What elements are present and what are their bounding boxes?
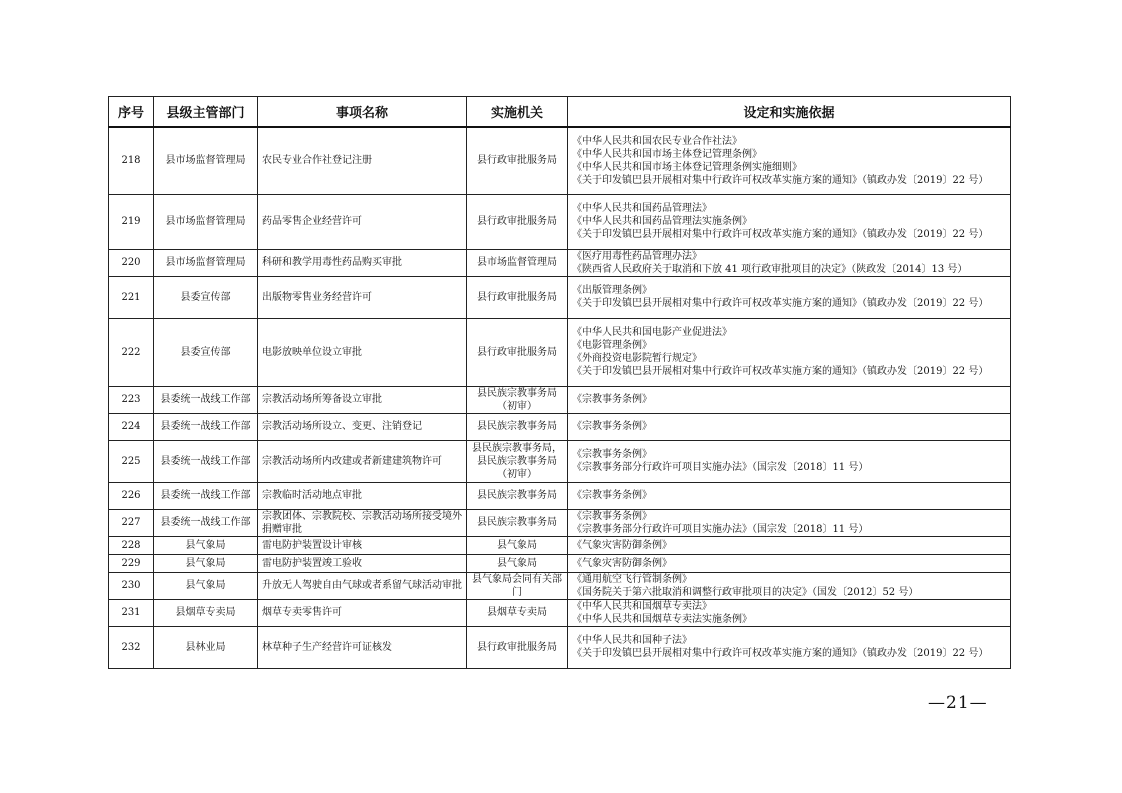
header-item-name: 事项名称 — [258, 97, 467, 128]
row-item-name: 药品零售企业经营许可 — [258, 194, 467, 249]
table-header — [109, 97, 1011, 128]
row-implementing-agency: 县烟草专卖局 — [467, 599, 568, 626]
row-legal-basis — [568, 386, 1011, 413]
row-item-name: 宗教团体、宗教院校、宗教活动场所接受境外捐赠审批 — [258, 509, 467, 536]
basis-line: 《中华人民共和国市场主体登记管理条例实施细则》 — [572, 161, 802, 173]
row-department: 县林业局 — [154, 626, 258, 668]
basis-line: 《中华人民共和国药品管理法》 — [572, 203, 712, 214]
row-implementing-agency: 县民族宗教事务局，县民族宗教事务局（初审） — [467, 440, 568, 482]
row-serial-number: 224 — [109, 413, 154, 440]
row-serial-number: 228 — [109, 536, 154, 554]
row-item-name: 宗教临时活动地点审批 — [258, 482, 467, 509]
row-serial-number: 218 — [109, 127, 154, 194]
table-row — [109, 509, 1011, 536]
row-serial-number: 222 — [109, 318, 154, 386]
row-implementing-agency: 县市场监督管理局 — [467, 249, 568, 276]
row-legal-basis — [568, 482, 1011, 509]
row-department: 县市场监督管理局 — [154, 249, 258, 276]
row-implementing-agency: 县民族宗教事务局 — [467, 413, 568, 440]
table-row — [109, 413, 1011, 440]
row-implementing-agency: 县气象局会同有关部门 — [467, 572, 568, 599]
basis-line: 《中华人民共和国种子法》 — [572, 635, 692, 646]
basis-line: 《宗教事务部分行政许可项目实施办法》（国宗发〔2018〕11 号） — [572, 462, 869, 473]
row-item-name: 宗教活动场所筹备设立审批 — [258, 386, 467, 413]
row-implementing-agency: 县民族宗教事务局 — [467, 509, 568, 536]
table-row — [109, 482, 1011, 509]
header-row — [109, 97, 1011, 128]
basis-line: 《关于印发镇巴县开展相对集中行政许可权改革实施方案的通知》（镇政办发〔2019〕22 号） — [572, 174, 989, 186]
row-legal-basis — [568, 572, 1011, 599]
basis-line: 《宗教事务部分行政许可项目实施办法》（国宗发〔2018〕11 号） — [572, 523, 869, 535]
basis-line: 《出版管理条例》 — [572, 285, 652, 296]
row-item-name: 雷电防护装置竣工验收 — [258, 554, 467, 572]
table-row — [109, 536, 1011, 554]
basis-line: 《中华人民共和国烟草专卖法实施条例》 — [572, 613, 752, 625]
row-implementing-agency: 县气象局 — [467, 554, 568, 572]
table-row — [109, 626, 1011, 668]
row-legal-basis — [568, 194, 1011, 249]
basis-line: 《医疗用毒性药品管理办法》 — [572, 250, 702, 262]
row-department: 县气象局 — [154, 572, 258, 599]
row-serial-number: 220 — [109, 249, 154, 276]
basis-line: 《关于印发镇巴县开展相对集中行政许可权改革实施方案的通知》（镇政办发〔2019〕22 号） — [572, 366, 989, 377]
row-department: 县市场监督管理局 — [154, 127, 258, 194]
table-row — [109, 194, 1011, 249]
row-department: 县委统一战线工作部 — [154, 386, 258, 413]
row-legal-basis — [568, 554, 1011, 572]
basis-line: 《宗教事务条例》 — [572, 394, 652, 405]
approval-items-table — [108, 96, 1011, 669]
basis-line: 《外商投资电影院暂行规定》 — [572, 353, 702, 364]
basis-line: 《气象灾害防御条例》 — [572, 557, 672, 569]
basis-line: 《宗教事务条例》 — [572, 449, 652, 460]
basis-line: 《陕西省人民政府关于取消和下放 41 项行政审批项目的决定》（陕政发〔2014〕13 号） — [572, 263, 968, 275]
row-serial-number: 231 — [109, 599, 154, 626]
header-legal-basis: 设定和实施依据 — [568, 97, 1011, 128]
row-legal-basis — [568, 536, 1011, 554]
row-item-name: 宗教活动场所内改建或者新建建筑物许可 — [258, 440, 467, 482]
row-legal-basis — [568, 599, 1011, 626]
basis-line: 《中华人民共和国电影产业促进法》 — [572, 327, 732, 338]
row-serial-number: 225 — [109, 440, 154, 482]
table-row — [109, 318, 1011, 386]
table-row — [109, 554, 1011, 572]
basis-line: 《中华人民共和国市场主体登记管理条例》 — [572, 148, 762, 160]
row-department: 县委统一战线工作部 — [154, 440, 258, 482]
basis-line: 《中华人民共和国农民专业合作社法》 — [572, 135, 742, 147]
row-department: 县委宣传部 — [154, 276, 258, 318]
table-row — [109, 599, 1011, 626]
row-serial-number: 221 — [109, 276, 154, 318]
row-department: 县市场监督管理局 — [154, 194, 258, 249]
row-implementing-agency: 县民族宗教事务局（初审） — [467, 386, 568, 413]
row-serial-number: 219 — [109, 194, 154, 249]
row-implementing-agency: 县行政审批服务局 — [467, 626, 568, 668]
row-item-name: 林草种子生产经营许可证核发 — [258, 626, 467, 668]
row-item-name: 升放无人驾驶自由气球或者系留气球活动审批 — [258, 572, 467, 599]
row-item-name: 宗教活动场所设立、变更、注销登记 — [258, 413, 467, 440]
table-row — [109, 249, 1011, 276]
row-item-name: 农民专业合作社登记注册 — [258, 127, 467, 194]
row-implementing-agency: 县行政审批服务局 — [467, 127, 568, 194]
row-department: 县委统一战线工作部 — [154, 413, 258, 440]
row-department: 县委统一战线工作部 — [154, 509, 258, 536]
row-item-name: 科研和教学用毒性药品购买审批 — [258, 249, 467, 276]
page-number: —21— — [928, 693, 988, 713]
table-row — [109, 127, 1011, 194]
row-item-name: 电影放映单位设立审批 — [258, 318, 467, 386]
row-item-name: 雷电防护装置设计审核 — [258, 536, 467, 554]
row-implementing-agency: 县民族宗教事务局 — [467, 482, 568, 509]
row-serial-number: 226 — [109, 482, 154, 509]
row-item-name: 烟草专卖零售许可 — [258, 599, 467, 626]
table-body — [109, 127, 1011, 668]
row-legal-basis — [568, 249, 1011, 276]
table-row — [109, 572, 1011, 599]
row-implementing-agency: 县行政审批服务局 — [467, 194, 568, 249]
basis-line: 《通用航空飞行管制条例》 — [572, 573, 692, 585]
basis-line: 《电影管理条例》 — [572, 340, 652, 351]
row-legal-basis — [568, 626, 1011, 668]
row-implementing-agency: 县行政审批服务局 — [467, 276, 568, 318]
basis-line: 《中华人民共和国烟草专卖法》 — [572, 600, 712, 612]
row-item-name: 出版物零售业务经营许可 — [258, 276, 467, 318]
row-legal-basis — [568, 318, 1011, 386]
row-serial-number: 223 — [109, 386, 154, 413]
row-serial-number: 227 — [109, 509, 154, 536]
row-serial-number: 230 — [109, 572, 154, 599]
basis-line: 《关于印发镇巴县开展相对集中行政许可权改革实施方案的通知》（镇政办发〔2019〕22 号） — [572, 648, 989, 659]
row-legal-basis — [568, 276, 1011, 318]
row-serial-number: 232 — [109, 626, 154, 668]
table-row — [109, 440, 1011, 482]
row-department: 县气象局 — [154, 554, 258, 572]
row-legal-basis — [568, 413, 1011, 440]
basis-line: 《气象灾害防御条例》 — [572, 539, 672, 551]
table-row — [109, 276, 1011, 318]
row-department: 县烟草专卖局 — [154, 599, 258, 626]
row-implementing-agency: 县行政审批服务局 — [467, 318, 568, 386]
basis-line: 《国务院关于第六批取消和调整行政审批项目的决定》（国发〔2012〕52 号） — [572, 586, 919, 598]
row-department: 县气象局 — [154, 536, 258, 554]
row-department: 县委统一战线工作部 — [154, 482, 258, 509]
basis-line: 《中华人民共和国药品管理法实施条例》 — [572, 216, 752, 227]
row-implementing-agency: 县气象局 — [467, 536, 568, 554]
basis-line: 《宗教事务条例》 — [572, 510, 652, 522]
row-legal-basis — [568, 509, 1011, 536]
row-legal-basis — [568, 127, 1011, 194]
basis-line: 《宗教事务条例》 — [572, 490, 652, 501]
row-department: 县委宣传部 — [154, 318, 258, 386]
basis-line: 《关于印发镇巴县开展相对集中行政许可权改革实施方案的通知》（镇政办发〔2019〕22 号） — [572, 229, 989, 240]
header-implementing-agency: 实施机关 — [467, 97, 568, 128]
header-serial-number: 序号 — [109, 97, 154, 128]
row-legal-basis — [568, 440, 1011, 482]
header-county-department: 县级主管部门 — [154, 97, 258, 128]
row-serial-number: 229 — [109, 554, 154, 572]
basis-line: 《关于印发镇巴县开展相对集中行政许可权改革实施方案的通知》（镇政办发〔2019〕22 号） — [572, 298, 989, 309]
table-row — [109, 386, 1011, 413]
basis-line: 《宗教事务条例》 — [572, 421, 652, 432]
